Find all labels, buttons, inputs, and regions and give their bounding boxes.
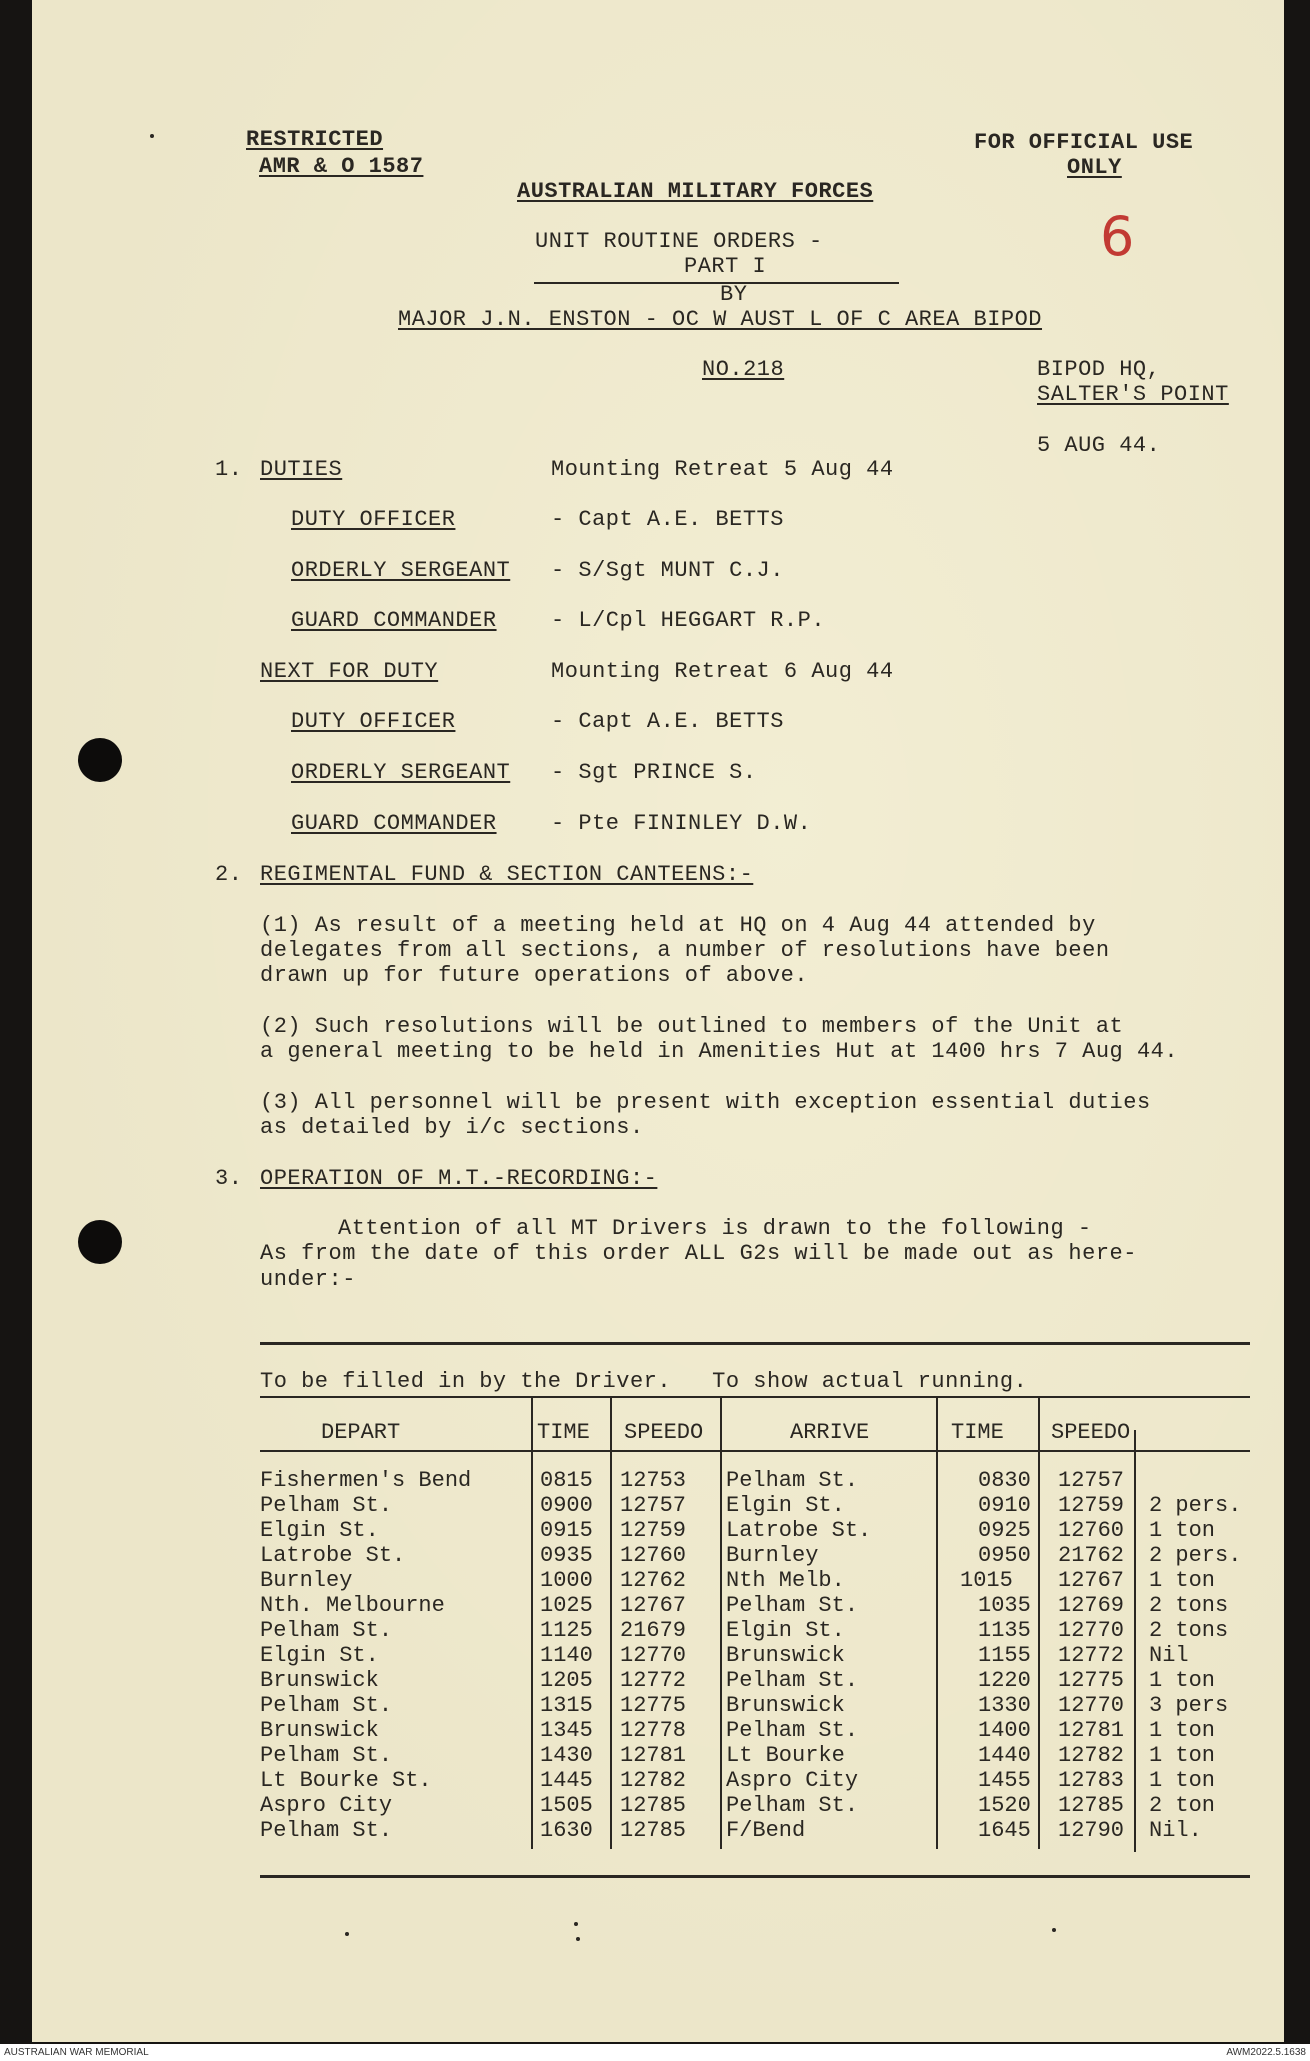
- amr-reference: AMR & O 1587: [259, 154, 424, 179]
- speedo-cell: 12772: [620, 1668, 687, 1693]
- arrive-cell: Pelham St.: [726, 1668, 859, 1693]
- orders-by: BY: [720, 282, 748, 307]
- time2-cell: 1135: [978, 1618, 1031, 1643]
- time-cell: 1505: [540, 1793, 593, 1818]
- arrive-cell: Pelham St.: [726, 1793, 859, 1818]
- time2-cell: 1455: [978, 1768, 1031, 1793]
- next-duty-name: - Pte FININLEY D.W.: [551, 811, 812, 836]
- time2-cell: 1645: [978, 1818, 1031, 1843]
- speedo-cell: 12760: [620, 1543, 687, 1568]
- regimental-para-3: (3) All personnel will be present with exception essential duties: [260, 1090, 1151, 1115]
- speedo-cell: 12767: [620, 1593, 687, 1618]
- load-cell: 2 ton: [1149, 1793, 1216, 1818]
- speedo2-cell: 12760: [1058, 1518, 1125, 1543]
- speedo2-cell: 12757: [1058, 1468, 1125, 1493]
- speedo-cell: 12785: [620, 1793, 687, 1818]
- restricted-label: RESTRICTED: [246, 127, 384, 152]
- depart-cell: Aspro City: [260, 1793, 393, 1818]
- order-date: 5 AUG 44.: [1037, 433, 1161, 458]
- depart-cell: Burnley: [260, 1568, 353, 1593]
- stray-mark: [574, 1922, 578, 1926]
- speedo2-cell: 12770: [1058, 1693, 1125, 1718]
- next-duty-role: ORDERLY SERGEANT: [291, 760, 511, 785]
- table-row: [260, 1668, 1250, 1693]
- depart-cell: Elgin St.: [260, 1643, 379, 1668]
- time-cell: 1445: [540, 1768, 593, 1793]
- time2-cell: 1220: [978, 1668, 1031, 1693]
- time2-cell: 0910: [978, 1493, 1031, 1518]
- speedo-cell: 12762: [620, 1568, 687, 1593]
- regimental-heading: REGIMENTAL FUND & SECTION CANTEENS:-: [260, 862, 754, 887]
- table-row: [260, 1468, 1250, 1493]
- arrive-cell: Elgin St.: [726, 1618, 845, 1643]
- regimental-para-1: drawn up for future operations of above.: [260, 963, 809, 988]
- orders-title: UNIT ROUTINE ORDERS -: [535, 229, 823, 254]
- column-header-time: TIME: [537, 1420, 590, 1445]
- speedo-cell: 21679: [620, 1618, 687, 1643]
- stray-mark: [576, 1937, 580, 1941]
- table-row: [260, 1493, 1250, 1518]
- footer-archive-name: AUSTRALIAN WAR MEMORIAL: [4, 2047, 149, 2058]
- table-row: [260, 1743, 1250, 1768]
- regimental-para-3: as detailed by i/c sections.: [260, 1115, 644, 1140]
- arrive-cell: Aspro City: [726, 1768, 859, 1793]
- load-cell: 3 pers: [1149, 1693, 1229, 1718]
- time-cell: 0900: [540, 1493, 593, 1518]
- next-duty-name: - Sgt PRINCE S.: [551, 760, 757, 785]
- speedo-cell: 12775: [620, 1693, 687, 1718]
- time2-cell: 0830: [978, 1468, 1031, 1493]
- location-line1: BIPOD HQ,: [1037, 357, 1161, 382]
- speedo2-cell: 12781: [1058, 1718, 1125, 1743]
- arrive-cell: Pelham St.: [726, 1593, 859, 1618]
- location-line2: SALTER'S POINT: [1037, 382, 1229, 407]
- next-duty-role: GUARD COMMANDER: [291, 811, 497, 836]
- time2-cell: 0925: [978, 1518, 1031, 1543]
- punch-hole-bottom: [78, 1220, 122, 1264]
- time2-cell: 1330: [978, 1693, 1031, 1718]
- arrive-cell: Elgin St.: [726, 1493, 845, 1518]
- time2-cell: 1155: [978, 1643, 1031, 1668]
- commander-line: MAJOR J.N. ENSTON - OC W AUST L OF C AREA BIPOD: [398, 307, 1043, 332]
- speedo2-cell: 12790: [1058, 1818, 1125, 1843]
- stray-mark: [150, 134, 154, 138]
- official-use-line2: ONLY: [1067, 155, 1122, 180]
- mt-text: under:-: [260, 1267, 356, 1292]
- duty-name: - L/Cpl HEGGART R.P.: [551, 608, 826, 633]
- column-header-arrive: ARRIVE: [790, 1420, 870, 1445]
- footer-reference: AWM2022.5.1638: [1226, 2047, 1306, 2058]
- time-cell: 0915: [540, 1518, 593, 1543]
- arrive-cell: Burnley: [726, 1543, 819, 1568]
- column-header-time2: TIME: [951, 1420, 1004, 1445]
- speedo-cell: 12778: [620, 1718, 687, 1743]
- arrive-cell: Pelham St.: [726, 1468, 859, 1493]
- speedo-cell: 12757: [620, 1493, 687, 1518]
- depart-cell: Pelham St.: [260, 1693, 393, 1718]
- depart-cell: Nth. Melbourne: [260, 1593, 445, 1618]
- load-cell: 1 ton: [1149, 1668, 1216, 1693]
- table-row: [260, 1593, 1250, 1618]
- speedo-cell: 12759: [620, 1518, 687, 1543]
- regimental-para-2: a general meeting to be held in Amenities Hut at 1400 hrs 7 Aug 44.: [260, 1039, 1179, 1064]
- table-header-rule: [260, 1450, 1250, 1452]
- table-row: [260, 1518, 1250, 1543]
- depart-cell: Pelham St.: [260, 1818, 393, 1843]
- table-row: [260, 1793, 1250, 1818]
- duty-name: - Capt A.E. BETTS: [551, 507, 784, 532]
- table-row: [260, 1693, 1250, 1718]
- load-cell: Nil.: [1149, 1818, 1202, 1843]
- speedo2-cell: 12759: [1058, 1493, 1125, 1518]
- load-cell: 1 ton: [1149, 1743, 1216, 1768]
- duties-heading: DUTIES: [260, 457, 343, 482]
- duty-role: GUARD COMMANDER: [291, 608, 497, 633]
- next-duty-role: DUTY OFFICER: [291, 709, 456, 734]
- arrive-cell: Nth Melb.: [726, 1568, 845, 1593]
- arrive-cell: Latrobe St.: [726, 1518, 872, 1543]
- load-cell: 1 ton: [1149, 1518, 1216, 1543]
- load-cell: 1 ton: [1149, 1568, 1216, 1593]
- speedo-cell: 12770: [620, 1643, 687, 1668]
- depart-cell: Elgin St.: [260, 1518, 379, 1543]
- table-caption: To be filled in by the Driver. To show actual running.: [260, 1369, 1028, 1394]
- depart-cell: Pelham St.: [260, 1618, 393, 1643]
- orders-part: PART I: [684, 254, 767, 279]
- depart-cell: Fishermen's Bend: [260, 1468, 472, 1493]
- load-cell: 1 ton: [1149, 1718, 1216, 1743]
- speedo2-cell: 12770: [1058, 1618, 1125, 1643]
- stray-mark: [345, 1932, 349, 1936]
- handwritten-page-number: 6: [1100, 205, 1135, 268]
- load-cell: 2 tons: [1149, 1618, 1229, 1643]
- regimental-para-1: (1) As result of a meeting held at HQ on 4 Aug 44 attended by: [260, 913, 1096, 938]
- duties-mounting: Mounting Retreat 5 Aug 44: [551, 457, 894, 482]
- forces-title: AUSTRALIAN MILITARY FORCES: [517, 179, 874, 204]
- load-cell: Nil: [1149, 1643, 1189, 1668]
- arrive-cell: Brunswick: [726, 1643, 845, 1668]
- time2-cell: 1400: [978, 1718, 1031, 1743]
- speedo2-cell: 12772: [1058, 1643, 1125, 1668]
- archive-footer: [0, 2044, 1310, 2061]
- table-row: [260, 1768, 1250, 1793]
- speedo-cell: 12781: [620, 1743, 687, 1768]
- load-cell: 1 ton: [1149, 1768, 1216, 1793]
- regimental-number: 2.: [215, 862, 243, 887]
- table-row: [260, 1543, 1250, 1568]
- arrive-cell: Brunswick: [726, 1693, 845, 1718]
- mt-text: Attention of all MT Drivers is drawn to the following -: [338, 1216, 1092, 1241]
- speedo2-cell: 12775: [1058, 1668, 1125, 1693]
- next-duty-heading: NEXT FOR DUTY: [260, 659, 439, 684]
- speedo2-cell: 12769: [1058, 1593, 1125, 1618]
- regimental-para-1: delegates from all sections, a number of resolutions have been: [260, 938, 1110, 963]
- time-cell: 1125: [540, 1618, 593, 1643]
- duties-number: 1.: [215, 457, 243, 482]
- mt-text: As from the date of this order ALL G2s will be made out as here-: [260, 1241, 1137, 1266]
- regimental-para-2: (2) Such resolutions will be outlined to members of the Unit at: [260, 1014, 1124, 1039]
- speedo-cell: 12785: [620, 1818, 687, 1843]
- duty-role: ORDERLY SERGEANT: [291, 558, 511, 583]
- load-cell: 2 pers.: [1149, 1543, 1242, 1568]
- column-header-speedo2: SPEEDO: [1051, 1420, 1131, 1445]
- speedo-cell: 12782: [620, 1768, 687, 1793]
- time2-cell: 1035: [978, 1593, 1031, 1618]
- official-use-line1: FOR OFFICIAL USE: [974, 130, 1194, 155]
- time-cell: 0815: [540, 1468, 593, 1493]
- arrive-cell: Lt Bourke: [726, 1743, 845, 1768]
- document-page: [32, 0, 1284, 2042]
- depart-cell: Lt Bourke St.: [260, 1768, 432, 1793]
- table-bottom-rule: [260, 1875, 1250, 1878]
- time-cell: 0935: [540, 1543, 593, 1568]
- speedo2-cell: 12767: [1058, 1568, 1125, 1593]
- time2-cell: 1015: [960, 1568, 1013, 1593]
- table-top-rule: [260, 1342, 1250, 1345]
- order-number: NO.218: [702, 357, 785, 382]
- time-cell: 1025: [540, 1593, 593, 1618]
- depart-cell: Brunswick: [260, 1668, 379, 1693]
- depart-cell: Brunswick: [260, 1718, 379, 1743]
- load-cell: 2 pers.: [1149, 1493, 1242, 1518]
- next-duty-mounting: Mounting Retreat 6 Aug 44: [551, 659, 894, 684]
- speedo2-cell: 12785: [1058, 1793, 1125, 1818]
- load-cell: 2 tons: [1149, 1593, 1229, 1618]
- speedo2-cell: 12783: [1058, 1768, 1125, 1793]
- depart-cell: Pelham St.: [260, 1493, 393, 1518]
- time-cell: 1205: [540, 1668, 593, 1693]
- time2-cell: 1440: [978, 1743, 1031, 1768]
- mt-heading: OPERATION OF M.T.-RECORDING:-: [260, 1166, 658, 1191]
- time-cell: 1140: [540, 1643, 593, 1668]
- duty-name: - S/Sgt MUNT C.J.: [551, 558, 784, 583]
- stray-mark: [1052, 1928, 1056, 1932]
- next-duty-name: - Capt A.E. BETTS: [551, 709, 784, 734]
- table-caption-rule: [260, 1396, 1250, 1398]
- table-row: [260, 1718, 1250, 1743]
- table-row: [260, 1618, 1250, 1643]
- speedo2-cell: 12782: [1058, 1743, 1125, 1768]
- time-cell: 1630: [540, 1818, 593, 1843]
- column-header-speedo: SPEEDO: [624, 1420, 704, 1445]
- time-cell: 1315: [540, 1693, 593, 1718]
- time2-cell: 1520: [978, 1793, 1031, 1818]
- punch-hole-top: [78, 738, 122, 782]
- speedo2-cell: 21762: [1058, 1543, 1125, 1568]
- column-header-depart: DEPART: [321, 1420, 401, 1445]
- table-row: [260, 1818, 1250, 1843]
- duty-role: DUTY OFFICER: [291, 507, 456, 532]
- depart-cell: Latrobe St.: [260, 1543, 406, 1568]
- speedo-cell: 12753: [620, 1468, 687, 1493]
- mt-number: 3.: [215, 1166, 243, 1191]
- time-cell: 1000: [540, 1568, 593, 1593]
- arrive-cell: F/Bend: [726, 1818, 806, 1843]
- table-row: [260, 1568, 1250, 1593]
- time-cell: 1345: [540, 1718, 593, 1743]
- time2-cell: 0950: [978, 1543, 1031, 1568]
- time-cell: 1430: [540, 1743, 593, 1768]
- title-rule: [534, 282, 899, 284]
- arrive-cell: Pelham St.: [726, 1718, 859, 1743]
- depart-cell: Pelham St.: [260, 1743, 393, 1768]
- table-row: [260, 1643, 1250, 1668]
